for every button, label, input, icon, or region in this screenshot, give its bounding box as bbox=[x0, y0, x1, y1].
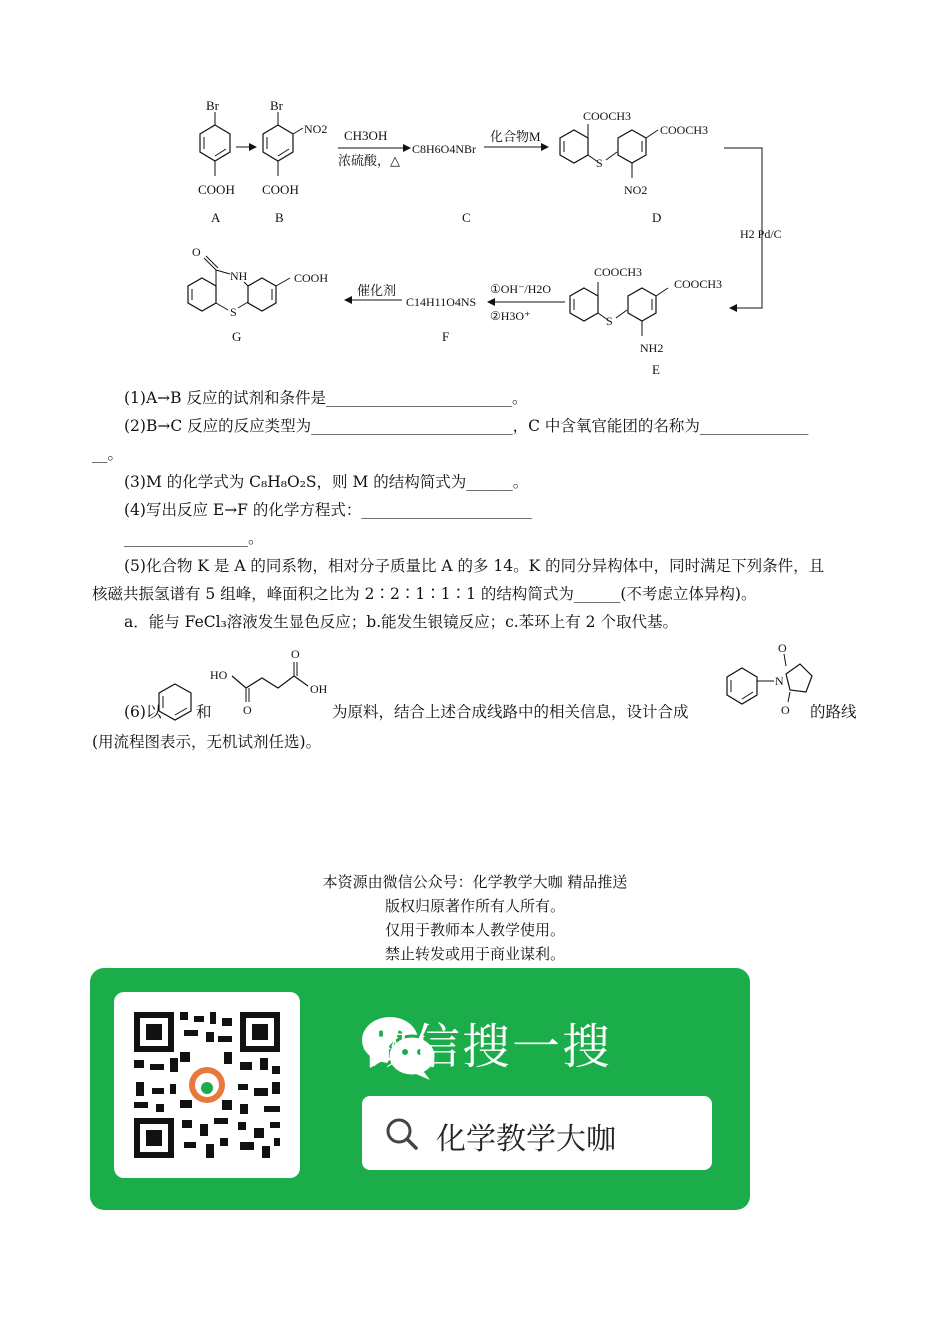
svg-text:O: O bbox=[778, 641, 787, 655]
wechat-banner[interactable] bbox=[90, 968, 750, 1210]
question-2-cont: __。 bbox=[92, 445, 124, 463]
svg-text:COOCH3: COOCH3 bbox=[660, 123, 709, 137]
label-f: F bbox=[442, 329, 450, 344]
q6-structures bbox=[0, 636, 950, 726]
svg-text:B: B bbox=[275, 210, 284, 225]
svg-text:NH: NH bbox=[230, 269, 248, 283]
n-phenylsuccinimide-structure bbox=[727, 641, 812, 717]
svg-text:浓硫酸，△: 浓硫酸，△ bbox=[338, 153, 400, 168]
arrow-f-to-g bbox=[345, 283, 402, 300]
molecule-g bbox=[188, 245, 328, 344]
molecule-e bbox=[570, 265, 722, 377]
molecule-b bbox=[262, 98, 327, 225]
question-4: (4)写出反应 E→F 的化学方程式：______________________ bbox=[124, 501, 532, 519]
search-text: 化学教学大咖 bbox=[436, 1122, 616, 1157]
label-c: C bbox=[462, 210, 471, 225]
svg-text:催化剂: 催化剂 bbox=[357, 283, 397, 298]
svg-text:COOH: COOH bbox=[294, 271, 329, 285]
notice-line-3: 仅用于教师本人教学使用。 bbox=[384, 921, 565, 939]
svg-text:E: E bbox=[652, 362, 660, 377]
molecule-d bbox=[560, 109, 708, 225]
svg-text:H2 Pd/C: H2 Pd/C bbox=[740, 227, 782, 241]
svg-text:②H3O⁺: ②H3O⁺ bbox=[490, 309, 531, 323]
benzene-structure bbox=[159, 684, 191, 720]
svg-text:O: O bbox=[192, 245, 201, 259]
svg-text:①OH⁻/H2O: ①OH⁻/H2O bbox=[490, 282, 552, 296]
svg-text:OH: OH bbox=[310, 682, 328, 696]
question-4-cont: ________________。 bbox=[124, 529, 264, 547]
question-3: (3)M 的化学式为 C₈H₈O₂S，则 M 的结构简式为______。 bbox=[124, 473, 529, 491]
svg-text:S: S bbox=[596, 156, 603, 170]
svg-text:N: N bbox=[775, 674, 784, 688]
question-5: (5)化合物 K 是 A 的同系物，相对分子质量比 A 的多 14。K 的同分异构体中，同时满足下列条件，且 bbox=[124, 557, 825, 575]
svg-text:CH3OH: CH3OH bbox=[344, 128, 388, 143]
formula-f: C14H11O4NS bbox=[406, 295, 477, 309]
svg-text:NO2: NO2 bbox=[304, 122, 328, 136]
formula-c: C8H6O4NBr bbox=[412, 142, 477, 156]
svg-text:Br: Br bbox=[206, 98, 219, 113]
notice-line-1: 本资源由微信公众号：化学教学大咖 精品推送 bbox=[322, 873, 628, 891]
svg-text:NO2: NO2 bbox=[624, 183, 648, 197]
svg-text:D: D bbox=[652, 210, 662, 225]
svg-text:COOCH3: COOCH3 bbox=[674, 277, 723, 291]
svg-text:O: O bbox=[291, 647, 300, 661]
question-5-conditions: a．能与 FeCl₃溶液发生显色反应；b.能发生银镜反应；c.苯环上有 2 个取代基。 bbox=[124, 613, 678, 631]
banner-title: 微信搜一搜 bbox=[362, 1019, 613, 1075]
notice-line-4: 禁止转发或用于商业谋利。 bbox=[384, 945, 565, 963]
molecule-a bbox=[198, 98, 235, 225]
svg-text:A: A bbox=[211, 210, 221, 225]
question-1: (1)A→B 反应的试剂和条件是________________________。 bbox=[124, 389, 528, 407]
reaction-scheme bbox=[0, 90, 950, 380]
svg-text:化合物M: 化合物M bbox=[490, 129, 541, 144]
arrow-b-to-c bbox=[338, 128, 410, 169]
question-6-cont: (用流程图表示，无机试剂任选)。 bbox=[92, 733, 322, 751]
arrow-c-to-d bbox=[484, 129, 548, 147]
question-2: (2)B→C 反应的反应类型为__________________________，C 中含氧官能团的名称为______________ bbox=[124, 417, 809, 435]
succinic-acid-structure bbox=[210, 647, 328, 717]
svg-text:COOH: COOH bbox=[198, 182, 235, 197]
svg-text:S: S bbox=[230, 305, 237, 319]
svg-text:HO: HO bbox=[210, 668, 228, 682]
search-box[interactable] bbox=[362, 1096, 712, 1170]
svg-text:COOH: COOH bbox=[262, 182, 299, 197]
qr-code bbox=[114, 992, 300, 1178]
svg-text:COOCH3: COOCH3 bbox=[594, 265, 643, 279]
svg-text:O: O bbox=[781, 703, 790, 717]
arrow-d-to-e bbox=[724, 148, 782, 308]
svg-text:G: G bbox=[232, 329, 242, 344]
question-5-cont: 核磁共振氢谱有 5 组峰，峰面积之比为 2∶2∶1∶1∶1 的结构简式为______(不考虑立体异构)。 bbox=[92, 585, 757, 603]
arrow-e-to-f bbox=[488, 282, 565, 323]
search-icon bbox=[384, 1116, 420, 1152]
svg-text:COOCH3: COOCH3 bbox=[583, 109, 632, 123]
svg-text:Br: Br bbox=[270, 98, 283, 113]
svg-text:NH2: NH2 bbox=[640, 341, 664, 355]
notice-line-2: 版权归原著作所有人所有。 bbox=[384, 897, 565, 915]
svg-text:S: S bbox=[606, 314, 613, 328]
svg-text:O: O bbox=[243, 703, 252, 717]
